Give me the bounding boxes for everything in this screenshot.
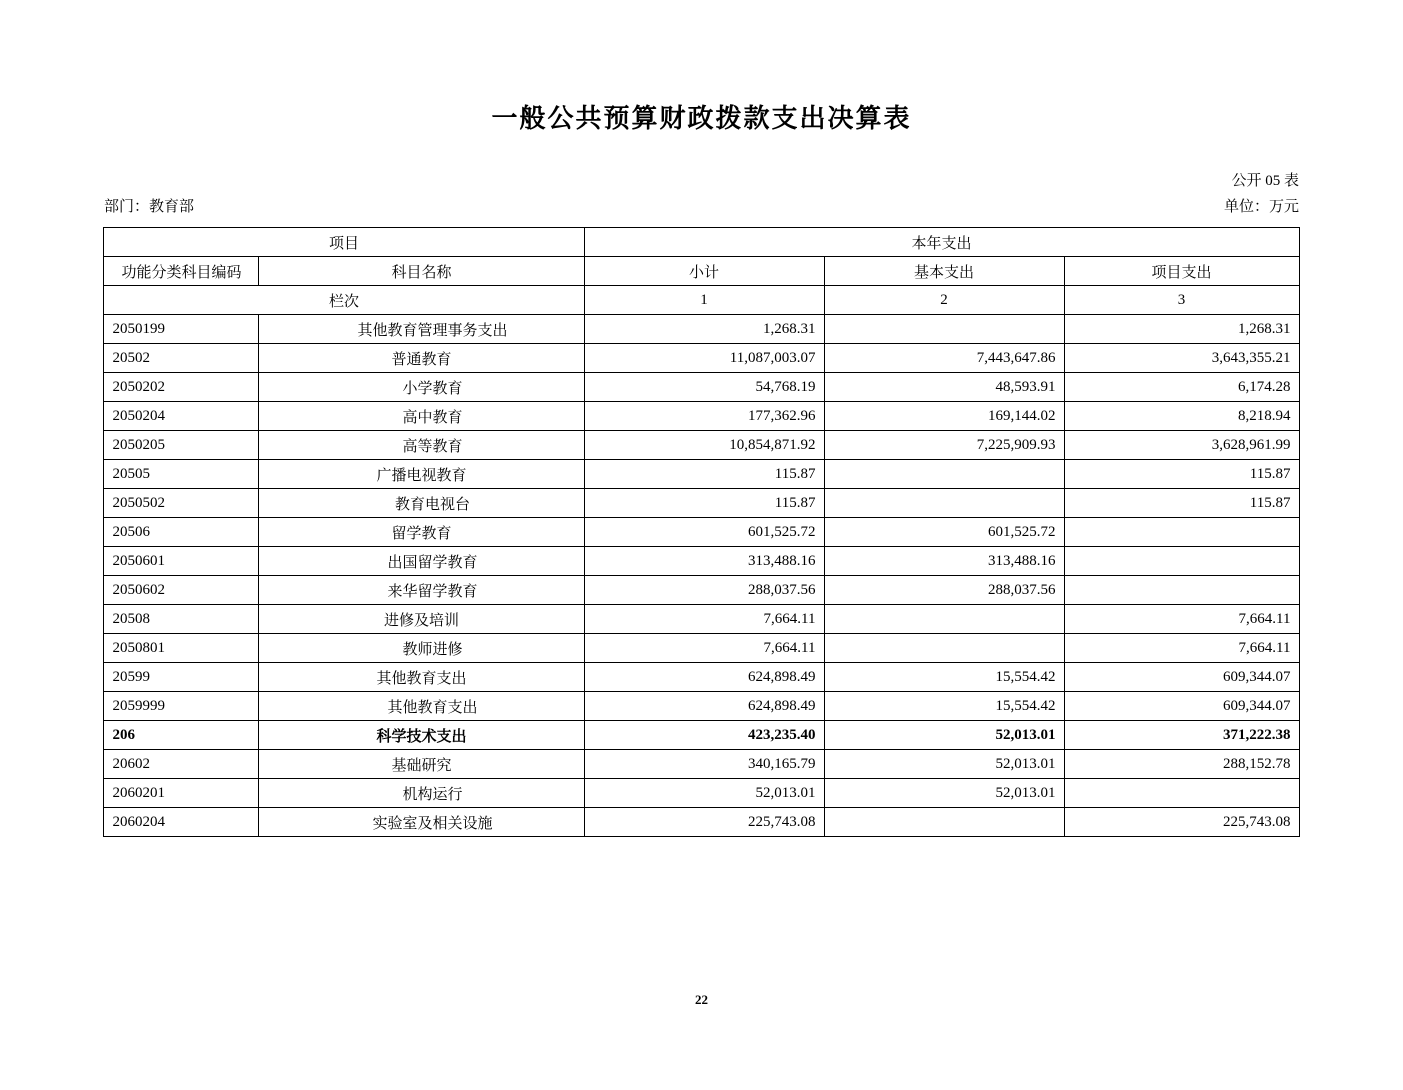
cell-subtotal: 7,664.11 [584, 634, 824, 663]
cell-name: 高等教育 [259, 431, 584, 460]
cell-name: 进修及培训 [259, 605, 584, 634]
table-row [104, 402, 1299, 431]
table-row [104, 431, 1299, 460]
cell-basic-expenditure: 288,037.56 [824, 576, 1064, 605]
cell-code: 2059999 [104, 692, 259, 721]
table-body [104, 315, 1299, 837]
cell-project-expenditure: 609,344.07 [1064, 663, 1299, 692]
cell-project-expenditure [1064, 547, 1299, 576]
cell-code: 20505 [104, 460, 259, 489]
table-row [104, 547, 1299, 576]
cell-project-expenditure: 115.87 [1064, 460, 1299, 489]
table-row [104, 489, 1299, 518]
document-page [0, 98, 1403, 1090]
column-number-2: 2 [824, 286, 1064, 315]
cell-code: 20602 [104, 750, 259, 779]
table-row [104, 750, 1299, 779]
cell-name: 出国留学教育 [259, 547, 584, 576]
cell-project-expenditure: 609,344.07 [1064, 692, 1299, 721]
table-row [104, 518, 1299, 547]
cell-project-expenditure: 7,664.11 [1064, 634, 1299, 663]
cell-project-expenditure: 3,643,355.21 [1064, 344, 1299, 373]
cell-subtotal: 288,037.56 [584, 576, 824, 605]
cell-basic-expenditure: 7,443,647.86 [824, 344, 1064, 373]
page-title: 一般公共预算财政拨款支出决算表 [491, 104, 912, 133]
cell-basic-expenditure [824, 808, 1064, 837]
table-row [104, 576, 1299, 605]
column-header-code: 功能分类科目编码 [104, 257, 259, 286]
cell-project-expenditure: 1,268.31 [1064, 315, 1299, 344]
cell-name: 普通教育 [259, 344, 584, 373]
header-group-left: 项目 [104, 228, 584, 257]
row-label-column: 栏次 [104, 286, 584, 315]
cell-project-expenditure: 371,222.38 [1064, 721, 1299, 750]
cell-name: 教育电视台 [259, 489, 584, 518]
table-row [104, 634, 1299, 663]
cell-project-expenditure: 3,628,961.99 [1064, 431, 1299, 460]
table-header-group-row [104, 228, 1299, 257]
table-column-number-row [104, 286, 1299, 315]
page-number: 22 [695, 992, 708, 1007]
cell-name: 机构运行 [259, 779, 584, 808]
table-row [104, 779, 1299, 808]
cell-subtotal: 340,165.79 [584, 750, 824, 779]
cell-subtotal: 225,743.08 [584, 808, 824, 837]
cell-basic-expenditure [824, 634, 1064, 663]
cell-project-expenditure: 7,664.11 [1064, 605, 1299, 634]
cell-project-expenditure: 8,218.94 [1064, 402, 1299, 431]
table-row [104, 721, 1299, 750]
cell-code: 2050801 [104, 634, 259, 663]
cell-name: 科学技术支出 [259, 721, 584, 750]
cell-basic-expenditure [824, 489, 1064, 518]
cell-subtotal: 1,268.31 [584, 315, 824, 344]
cell-project-expenditure [1064, 779, 1299, 808]
cell-basic-expenditure: 15,554.42 [824, 692, 1064, 721]
cell-name: 其他教育支出 [259, 692, 584, 721]
cell-name: 高中教育 [259, 402, 584, 431]
cell-project-expenditure: 115.87 [1064, 489, 1299, 518]
cell-name: 基础研究 [259, 750, 584, 779]
table-row [104, 692, 1299, 721]
cell-basic-expenditure [824, 605, 1064, 634]
cell-code: 2050502 [104, 489, 259, 518]
cell-subtotal: 313,488.16 [584, 547, 824, 576]
cell-subtotal: 115.87 [584, 489, 824, 518]
cell-name: 小学教育 [259, 373, 584, 402]
budget-expenditure-table [103, 227, 1299, 837]
cell-subtotal: 7,664.11 [584, 605, 824, 634]
cell-name: 其他教育管理事务支出 [259, 315, 584, 344]
cell-code: 2050602 [104, 576, 259, 605]
cell-subtotal: 11,087,003.07 [584, 344, 824, 373]
cell-code: 2050202 [104, 373, 259, 402]
cell-basic-expenditure: 601,525.72 [824, 518, 1064, 547]
cell-project-expenditure: 288,152.78 [1064, 750, 1299, 779]
cell-basic-expenditure: 52,013.01 [824, 750, 1064, 779]
cell-name: 其他教育支出 [259, 663, 584, 692]
cell-basic-expenditure: 7,225,909.93 [824, 431, 1064, 460]
cell-code: 2060204 [104, 808, 259, 837]
table-row [104, 460, 1299, 489]
cell-subtotal: 10,854,871.92 [584, 431, 824, 460]
table-row [104, 808, 1299, 837]
form-code: 公开 05 表 [1231, 173, 1299, 189]
column-header-subtotal: 小计 [584, 257, 824, 286]
cell-subtotal: 115.87 [584, 460, 824, 489]
cell-name: 广播电视教育 [259, 460, 584, 489]
cell-basic-expenditure: 52,013.01 [824, 721, 1064, 750]
column-header-basic: 基本支出 [824, 257, 1064, 286]
meta-row-department [104, 195, 1299, 217]
cell-code: 2050601 [104, 547, 259, 576]
column-number-1: 1 [584, 286, 824, 315]
table-header-row [104, 257, 1299, 286]
column-number-3: 3 [1064, 286, 1299, 315]
header-group-right: 本年支出 [584, 228, 1299, 257]
cell-code: 2050199 [104, 315, 259, 344]
cell-code: 2050204 [104, 402, 259, 431]
cell-basic-expenditure: 15,554.42 [824, 663, 1064, 692]
meta-block [0, 169, 1403, 217]
cell-project-expenditure: 225,743.08 [1064, 808, 1299, 837]
department-label: 部门：教育部 [104, 199, 195, 215]
cell-name: 来华留学教育 [259, 576, 584, 605]
table-row [104, 605, 1299, 634]
cell-subtotal: 423,235.40 [584, 721, 824, 750]
cell-project-expenditure: 6,174.28 [1064, 373, 1299, 402]
cell-code: 20502 [104, 344, 259, 373]
cell-subtotal: 177,362.96 [584, 402, 824, 431]
cell-subtotal: 54,768.19 [584, 373, 824, 402]
cell-project-expenditure [1064, 576, 1299, 605]
cell-name: 教师进修 [259, 634, 584, 663]
column-header-name: 科目名称 [259, 257, 584, 286]
cell-subtotal: 601,525.72 [584, 518, 824, 547]
meta-row-form-code [104, 169, 1299, 191]
table-row [104, 663, 1299, 692]
cell-basic-expenditure: 48,593.91 [824, 373, 1064, 402]
cell-code: 20599 [104, 663, 259, 692]
cell-code: 2050205 [104, 431, 259, 460]
table-row [104, 344, 1299, 373]
cell-basic-expenditure: 169,144.02 [824, 402, 1064, 431]
cell-subtotal: 52,013.01 [584, 779, 824, 808]
cell-subtotal: 624,898.49 [584, 692, 824, 721]
cell-name: 实验室及相关设施 [259, 808, 584, 837]
cell-name: 留学教育 [259, 518, 584, 547]
cell-code: 206 [104, 721, 259, 750]
cell-basic-expenditure: 52,013.01 [824, 779, 1064, 808]
cell-code: 2060201 [104, 779, 259, 808]
table-row [104, 315, 1299, 344]
cell-basic-expenditure: 313,488.16 [824, 547, 1064, 576]
column-header-project: 项目支出 [1064, 257, 1299, 286]
unit-label: 单位：万元 [1223, 199, 1299, 215]
cell-basic-expenditure [824, 460, 1064, 489]
cell-basic-expenditure [824, 315, 1064, 344]
cell-code: 20508 [104, 605, 259, 634]
cell-project-expenditure [1064, 518, 1299, 547]
table-row [104, 373, 1299, 402]
cell-code: 20506 [104, 518, 259, 547]
cell-subtotal: 624,898.49 [584, 663, 824, 692]
